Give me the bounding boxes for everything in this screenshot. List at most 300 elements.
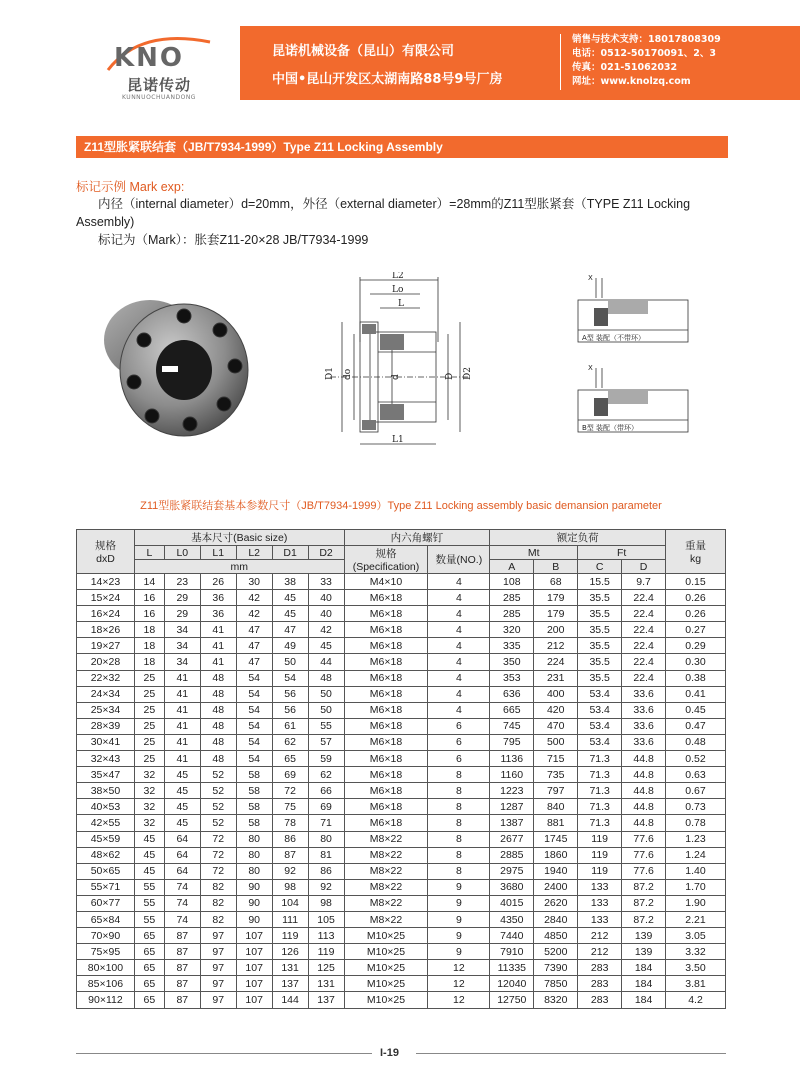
dim-label-l2: L2 bbox=[392, 272, 404, 281]
table-cell: 137 bbox=[272, 976, 308, 992]
table-cell: 41 bbox=[200, 638, 236, 654]
logo-english-name: KUNNUOCHUANDONG bbox=[122, 94, 196, 101]
header-basic-size: 基本尺寸(Basic size) bbox=[134, 530, 344, 546]
table-cell: 636 bbox=[490, 686, 534, 702]
table-cell: 16 bbox=[134, 606, 164, 622]
table-cell: 22.4 bbox=[622, 622, 666, 638]
table-row bbox=[77, 831, 726, 847]
table-cell: 179 bbox=[534, 606, 578, 622]
table-cell: 45 bbox=[134, 863, 164, 879]
table-cell: 80×100 bbox=[77, 960, 135, 976]
table-cell: 6 bbox=[428, 751, 490, 767]
table-cell: 212 bbox=[578, 944, 622, 960]
table-cell: M8×22 bbox=[344, 847, 428, 863]
mark-example-line1: 内径（internal diameter）d=20mm，外径（external diameter）=28mm的Z11型胀紧套（TYPE Z11 Locking Assembly) bbox=[76, 197, 691, 229]
table-cell: 2677 bbox=[490, 831, 534, 847]
table-cell: 68 bbox=[534, 574, 578, 590]
svg-text:KNO: KNO bbox=[114, 43, 185, 72]
table-cell: 72 bbox=[200, 847, 236, 863]
table-row bbox=[77, 847, 726, 863]
table-cell: 64 bbox=[164, 831, 200, 847]
table-cell: M8×22 bbox=[344, 863, 428, 879]
table-cell: 45 bbox=[272, 590, 308, 606]
table-cell: 126 bbox=[272, 944, 308, 960]
header-col-d2: D2 bbox=[308, 546, 344, 560]
table-cell: 59 bbox=[308, 751, 344, 767]
contact-website[interactable]: 网址：www.knolzq.com bbox=[572, 76, 691, 87]
table-cell: 470 bbox=[534, 718, 578, 734]
table-cell: 0.41 bbox=[666, 686, 726, 702]
header-col-l: L bbox=[134, 546, 164, 560]
table-cell: 85×106 bbox=[77, 976, 135, 992]
table-cell: 45 bbox=[134, 831, 164, 847]
table-cell: 52 bbox=[200, 815, 236, 831]
table-cell: 8 bbox=[428, 815, 490, 831]
table-cell: 12040 bbox=[490, 976, 534, 992]
table-cell: M8×22 bbox=[344, 879, 428, 895]
table-row bbox=[77, 574, 726, 590]
table-cell: 48 bbox=[308, 670, 344, 686]
table-cell: 65 bbox=[134, 944, 164, 960]
table-cell: 22.4 bbox=[622, 590, 666, 606]
table-cell: 881 bbox=[534, 815, 578, 831]
table-cell: M6×18 bbox=[344, 734, 428, 750]
table-cell: 12 bbox=[428, 976, 490, 992]
table-cell: 3.32 bbox=[666, 944, 726, 960]
table-cell: 107 bbox=[236, 944, 272, 960]
table-cell: 97 bbox=[200, 992, 236, 1008]
table-row bbox=[77, 799, 726, 815]
table-cell: 119 bbox=[308, 944, 344, 960]
table-cell: 4.2 bbox=[666, 992, 726, 1008]
table-cell: 1940 bbox=[534, 863, 578, 879]
table-cell: 71.3 bbox=[578, 783, 622, 799]
table-cell: 42 bbox=[308, 622, 344, 638]
table-cell: 71.3 bbox=[578, 815, 622, 831]
table-cell: 184 bbox=[622, 976, 666, 992]
table-cell: 35.5 bbox=[578, 670, 622, 686]
table-cell: 75×95 bbox=[77, 944, 135, 960]
table-cell: 22.4 bbox=[622, 606, 666, 622]
table-cell: 41 bbox=[164, 670, 200, 686]
table-cell: 4850 bbox=[534, 928, 578, 944]
table-cell: 133 bbox=[578, 895, 622, 911]
table-row bbox=[77, 734, 726, 750]
table-cell: 72 bbox=[200, 863, 236, 879]
table-cell: 35.5 bbox=[578, 622, 622, 638]
header-bolt-spec: 规格 (Specification) bbox=[344, 546, 428, 574]
product-photo bbox=[92, 278, 252, 448]
table-cell: 65 bbox=[272, 751, 308, 767]
table-row bbox=[77, 622, 726, 638]
mark-example-label: 标记示例 Mark exp: bbox=[76, 180, 185, 194]
table-cell: 42×55 bbox=[77, 815, 135, 831]
table-cell: 104 bbox=[272, 895, 308, 911]
table-cell: 44.8 bbox=[622, 815, 666, 831]
table-cell: 15.5 bbox=[578, 574, 622, 590]
spec-table-body bbox=[77, 574, 726, 1009]
table-cell: 44.8 bbox=[622, 799, 666, 815]
table-cell: 7910 bbox=[490, 944, 534, 960]
table-cell: 9 bbox=[428, 928, 490, 944]
clearance-label-b: X bbox=[588, 364, 593, 372]
table-cell: 4350 bbox=[490, 911, 534, 927]
table-cell: 41 bbox=[200, 622, 236, 638]
table-cell: 107 bbox=[236, 976, 272, 992]
table-cell: 23 bbox=[164, 574, 200, 590]
table-cell: 1.70 bbox=[666, 879, 726, 895]
table-cell: 54 bbox=[272, 670, 308, 686]
page-header bbox=[0, 0, 800, 110]
table-cell: M6×18 bbox=[344, 767, 428, 783]
table-cell: 1.40 bbox=[666, 863, 726, 879]
header-col-l0: L0 bbox=[164, 546, 200, 560]
table-cell: 42 bbox=[236, 606, 272, 622]
header-load: 额定负荷 bbox=[490, 530, 666, 546]
table-cell: 0.15 bbox=[666, 574, 726, 590]
table-cell: 50 bbox=[308, 686, 344, 702]
table-cell: 35.5 bbox=[578, 654, 622, 670]
table-cell: 87 bbox=[164, 944, 200, 960]
table-row bbox=[77, 863, 726, 879]
table-cell: 1.24 bbox=[666, 847, 726, 863]
table-cell: 0.47 bbox=[666, 718, 726, 734]
table-cell: 33.6 bbox=[622, 734, 666, 750]
table-cell: 4 bbox=[428, 654, 490, 670]
table-cell: 69 bbox=[272, 767, 308, 783]
table-cell: 87 bbox=[164, 928, 200, 944]
table-cell: 224 bbox=[534, 654, 578, 670]
table-cell: 1.90 bbox=[666, 895, 726, 911]
header-ft: Ft bbox=[578, 546, 666, 560]
dimension-drawing bbox=[320, 272, 480, 452]
table-cell: 80 bbox=[236, 831, 272, 847]
table-cell: 29 bbox=[164, 606, 200, 622]
page-number: I-19 bbox=[380, 1047, 399, 1059]
table-caption: Z11型胀紧联结套基本参数尺寸（JB/T7934-1999）Type Z11 Locking assembly basic demansion parameter bbox=[140, 500, 662, 512]
table-cell: 86 bbox=[272, 831, 308, 847]
table-cell: 24×34 bbox=[77, 686, 135, 702]
table-cell: 87 bbox=[272, 847, 308, 863]
table-cell: 20×28 bbox=[77, 654, 135, 670]
table-cell: 54 bbox=[236, 718, 272, 734]
table-cell: 500 bbox=[534, 734, 578, 750]
table-cell: 9 bbox=[428, 911, 490, 927]
table-cell: 74 bbox=[164, 911, 200, 927]
table-row bbox=[77, 654, 726, 670]
table-cell: 61 bbox=[272, 718, 308, 734]
table-cell: 119 bbox=[578, 863, 622, 879]
table-cell: 22×32 bbox=[77, 670, 135, 686]
table-cell: 353 bbox=[490, 670, 534, 686]
mark-example-text bbox=[76, 195, 736, 249]
table-cell: 77.6 bbox=[622, 831, 666, 847]
table-cell: M10×25 bbox=[344, 944, 428, 960]
table-cell: 36 bbox=[200, 590, 236, 606]
table-cell: 4 bbox=[428, 606, 490, 622]
table-cell: 285 bbox=[490, 590, 534, 606]
table-cell: 45 bbox=[134, 847, 164, 863]
table-cell: 50 bbox=[308, 702, 344, 718]
table-row bbox=[77, 686, 726, 702]
header-unit-mm: mm bbox=[134, 560, 344, 574]
table-cell: 715 bbox=[534, 751, 578, 767]
table-cell: 3680 bbox=[490, 879, 534, 895]
table-cell: 44.8 bbox=[622, 751, 666, 767]
table-cell: 82 bbox=[200, 911, 236, 927]
table-cell: 62 bbox=[308, 767, 344, 783]
table-cell: 87 bbox=[164, 992, 200, 1008]
section-title: Z11型胀紧联结套（JB/T7934-1999）Type Z11 Locking Assembly bbox=[76, 136, 728, 158]
table-cell: 350 bbox=[490, 654, 534, 670]
table-cell: 47 bbox=[236, 638, 272, 654]
table-row bbox=[77, 590, 726, 606]
table-cell: 4 bbox=[428, 574, 490, 590]
table-cell: 41 bbox=[200, 654, 236, 670]
table-cell: 55×71 bbox=[77, 879, 135, 895]
table-cell: 4 bbox=[428, 622, 490, 638]
table-cell: 22.4 bbox=[622, 670, 666, 686]
table-cell: 9.7 bbox=[622, 574, 666, 590]
table-cell: 57 bbox=[308, 734, 344, 750]
table-cell: 4 bbox=[428, 590, 490, 606]
table-cell: M10×25 bbox=[344, 976, 428, 992]
table-cell: 54 bbox=[236, 670, 272, 686]
header-mt: Mt bbox=[490, 546, 578, 560]
table-cell: 7390 bbox=[534, 960, 578, 976]
table-cell: 32 bbox=[134, 767, 164, 783]
table-cell: 0.38 bbox=[666, 670, 726, 686]
table-cell: 133 bbox=[578, 879, 622, 895]
table-cell: M6×18 bbox=[344, 622, 428, 638]
table-cell: 55 bbox=[308, 718, 344, 734]
table-cell: 71 bbox=[308, 815, 344, 831]
table-cell: 179 bbox=[534, 590, 578, 606]
table-cell: 71.3 bbox=[578, 751, 622, 767]
table-cell: 47 bbox=[236, 622, 272, 638]
table-cell: 56 bbox=[272, 686, 308, 702]
table-cell: 0.30 bbox=[666, 654, 726, 670]
table-cell: 54 bbox=[236, 702, 272, 718]
table-cell: 25 bbox=[134, 751, 164, 767]
dim-label-do: do bbox=[343, 368, 353, 380]
table-cell: 4015 bbox=[490, 895, 534, 911]
table-cell: 16×24 bbox=[77, 606, 135, 622]
table-cell: 87 bbox=[164, 960, 200, 976]
table-cell: 745 bbox=[490, 718, 534, 734]
table-cell: 90 bbox=[236, 895, 272, 911]
table-cell: 52 bbox=[200, 783, 236, 799]
table-cell: 97 bbox=[200, 944, 236, 960]
table-cell: 47 bbox=[272, 622, 308, 638]
table-cell: 25 bbox=[134, 670, 164, 686]
table-cell: 38×50 bbox=[77, 783, 135, 799]
dim-label-d1: D1 bbox=[325, 367, 335, 380]
table-cell: 34 bbox=[164, 638, 200, 654]
table-cell: 212 bbox=[578, 928, 622, 944]
table-cell: 133 bbox=[578, 911, 622, 927]
table-cell: 1.23 bbox=[666, 831, 726, 847]
table-cell: 90×112 bbox=[77, 992, 135, 1008]
table-cell: M6×18 bbox=[344, 638, 428, 654]
contact-phone: 电话：0512-50170091、2、3 bbox=[572, 48, 716, 59]
table-cell: 33.6 bbox=[622, 686, 666, 702]
table-cell: 87.2 bbox=[622, 879, 666, 895]
table-cell: 9 bbox=[428, 895, 490, 911]
table-cell: 44 bbox=[308, 654, 344, 670]
table-cell: 107 bbox=[236, 960, 272, 976]
table-row bbox=[77, 928, 726, 944]
table-cell: 11335 bbox=[490, 960, 534, 976]
dim-label-l1: L1 bbox=[392, 435, 404, 445]
table-cell: 49 bbox=[272, 638, 308, 654]
table-cell: 139 bbox=[622, 928, 666, 944]
table-cell: 65 bbox=[134, 928, 164, 944]
table-cell: 32 bbox=[134, 815, 164, 831]
table-cell: 48 bbox=[200, 702, 236, 718]
table-cell: 64 bbox=[164, 863, 200, 879]
table-cell: M6×18 bbox=[344, 751, 428, 767]
table-cell: 53.4 bbox=[578, 734, 622, 750]
table-cell: 53.4 bbox=[578, 686, 622, 702]
table-row bbox=[77, 751, 726, 767]
table-cell: 184 bbox=[622, 960, 666, 976]
table-cell: 25 bbox=[134, 702, 164, 718]
table-cell: 64 bbox=[164, 847, 200, 863]
table-cell: 44.8 bbox=[622, 767, 666, 783]
table-cell: 18 bbox=[134, 622, 164, 638]
table-cell: 45 bbox=[272, 606, 308, 622]
table-cell: 335 bbox=[490, 638, 534, 654]
logo-chinese-name: 昆诺传动 bbox=[126, 76, 191, 94]
table-cell: 30×41 bbox=[77, 734, 135, 750]
header-col-d: D bbox=[622, 560, 666, 574]
table-cell: 184 bbox=[622, 992, 666, 1008]
table-cell: 283 bbox=[578, 960, 622, 976]
table-cell: 41 bbox=[164, 686, 200, 702]
type-b-label: B型 装配（带环） bbox=[582, 424, 639, 432]
table-cell: 58 bbox=[236, 767, 272, 783]
table-cell: 8 bbox=[428, 831, 490, 847]
mark-example-line2: 标记为（Mark）：胀套Z11-20×28 JB/T7934-1999 bbox=[98, 233, 369, 247]
dim-label-l: L bbox=[398, 299, 404, 309]
table-cell: 25 bbox=[134, 734, 164, 750]
table-cell: 212 bbox=[534, 638, 578, 654]
table-row bbox=[77, 783, 726, 799]
table-cell: 33 bbox=[308, 574, 344, 590]
table-cell: 62 bbox=[272, 734, 308, 750]
table-cell: 41 bbox=[164, 734, 200, 750]
table-cell: 4 bbox=[428, 702, 490, 718]
table-cell: 144 bbox=[272, 992, 308, 1008]
table-cell: 2400 bbox=[534, 879, 578, 895]
table-cell: 45×59 bbox=[77, 831, 135, 847]
table-cell: 119 bbox=[578, 831, 622, 847]
table-cell: 4 bbox=[428, 670, 490, 686]
table-cell: 0.26 bbox=[666, 590, 726, 606]
table-row bbox=[77, 718, 726, 734]
table-cell: 42 bbox=[236, 590, 272, 606]
table-cell: 8 bbox=[428, 783, 490, 799]
table-cell: 74 bbox=[164, 895, 200, 911]
table-cell: 3.81 bbox=[666, 976, 726, 992]
table-cell: 137 bbox=[308, 992, 344, 1008]
table-row bbox=[77, 815, 726, 831]
table-cell: 82 bbox=[200, 895, 236, 911]
table-row bbox=[77, 960, 726, 976]
table-row bbox=[77, 992, 726, 1008]
table-cell: 32 bbox=[134, 783, 164, 799]
header-col-l2: L2 bbox=[236, 546, 272, 560]
table-cell: 797 bbox=[534, 783, 578, 799]
table-cell: 92 bbox=[308, 879, 344, 895]
table-cell: 105 bbox=[308, 911, 344, 927]
table-cell: 1387 bbox=[490, 815, 534, 831]
company-name: 昆诺机械设备（昆山）有限公司 bbox=[272, 44, 455, 59]
contact-fax: 传真：021-51062032 bbox=[572, 62, 678, 73]
table-cell: 77.6 bbox=[622, 863, 666, 879]
table-cell: 71.3 bbox=[578, 767, 622, 783]
header-bolt: 内六角螺钉 bbox=[344, 530, 490, 546]
header-col-b: B bbox=[534, 560, 578, 574]
table-cell: 41 bbox=[164, 702, 200, 718]
table-cell: 55 bbox=[134, 911, 164, 927]
table-cell: 107 bbox=[236, 928, 272, 944]
table-cell: 1223 bbox=[490, 783, 534, 799]
table-cell: 0.67 bbox=[666, 783, 726, 799]
header-divider bbox=[560, 34, 561, 90]
table-cell: 7850 bbox=[534, 976, 578, 992]
table-cell: 97 bbox=[200, 976, 236, 992]
table-cell: 15×24 bbox=[77, 590, 135, 606]
table-cell: M10×25 bbox=[344, 928, 428, 944]
table-row bbox=[77, 879, 726, 895]
table-cell: 795 bbox=[490, 734, 534, 750]
table-cell: 0.73 bbox=[666, 799, 726, 815]
table-cell: 98 bbox=[308, 895, 344, 911]
table-cell: M6×18 bbox=[344, 702, 428, 718]
table-cell: 53.4 bbox=[578, 718, 622, 734]
table-cell: 4 bbox=[428, 638, 490, 654]
table-cell: 3.05 bbox=[666, 928, 726, 944]
contact-info bbox=[572, 33, 721, 89]
table-cell: M6×18 bbox=[344, 606, 428, 622]
table-row bbox=[77, 976, 726, 992]
table-cell: 50 bbox=[272, 654, 308, 670]
table-cell: 77.6 bbox=[622, 847, 666, 863]
table-cell: 72 bbox=[272, 783, 308, 799]
table-cell: 25 bbox=[134, 718, 164, 734]
dim-label-d-outer: D bbox=[445, 372, 455, 380]
header-col-a: A bbox=[490, 560, 534, 574]
table-cell: 14×23 bbox=[77, 574, 135, 590]
contact-sales: 销售与技术支持：18017808309 bbox=[572, 34, 721, 45]
table-cell: M10×25 bbox=[344, 992, 428, 1008]
table-cell: 0.78 bbox=[666, 815, 726, 831]
table-cell: 0.45 bbox=[666, 702, 726, 718]
table-cell: 98 bbox=[272, 879, 308, 895]
table-cell: 9 bbox=[428, 944, 490, 960]
header-col-l1: L1 bbox=[200, 546, 236, 560]
table-cell: 30 bbox=[236, 574, 272, 590]
table-cell: 48 bbox=[200, 686, 236, 702]
table-cell: 92 bbox=[272, 863, 308, 879]
table-cell: 8 bbox=[428, 767, 490, 783]
table-cell: 71.3 bbox=[578, 799, 622, 815]
table-cell: 19×27 bbox=[77, 638, 135, 654]
table-cell: 48 bbox=[200, 718, 236, 734]
table-cell: 70×90 bbox=[77, 928, 135, 944]
